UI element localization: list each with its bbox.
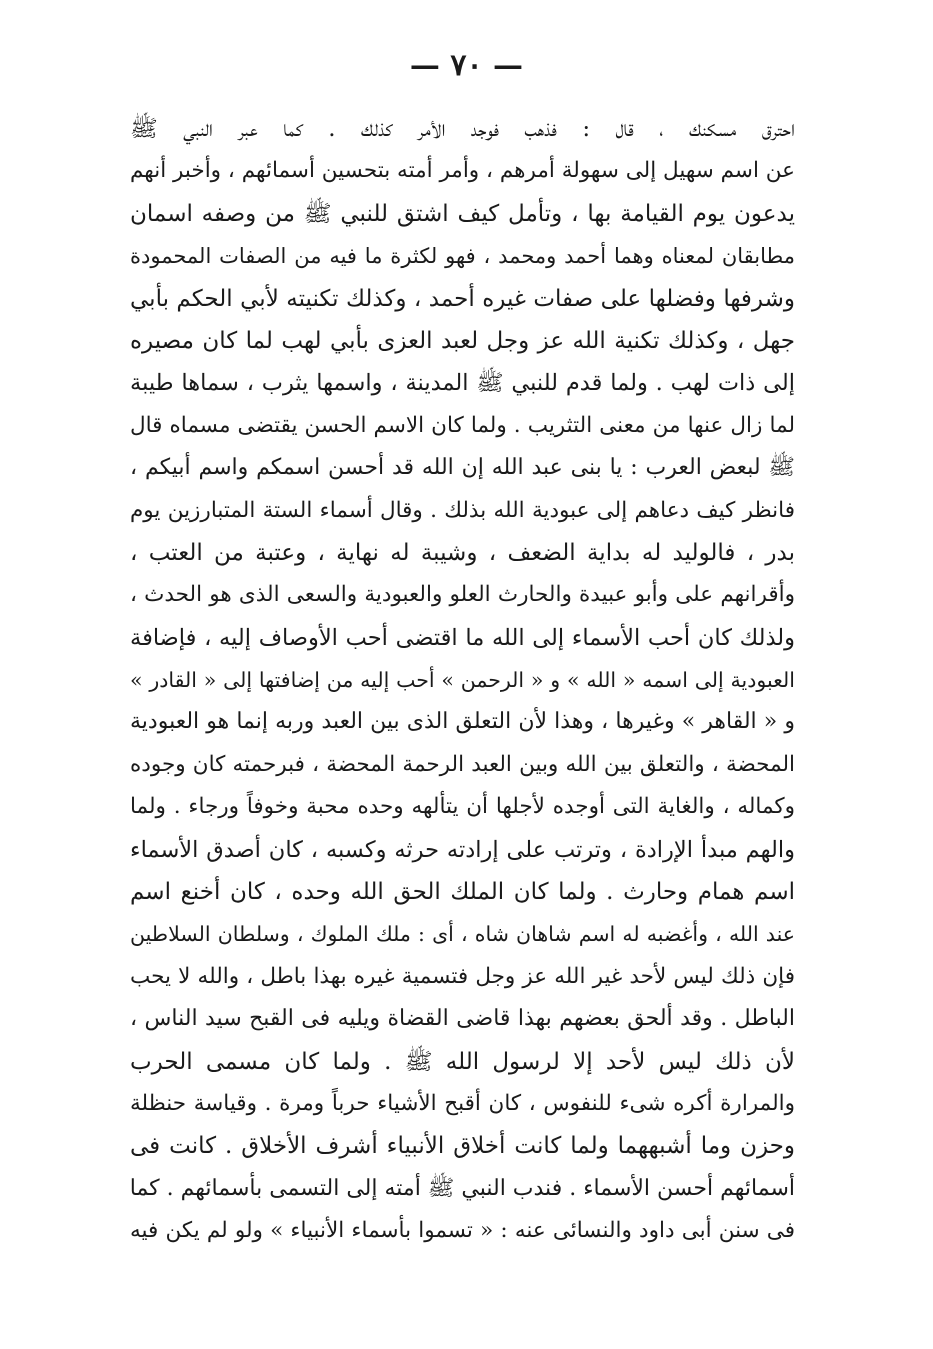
text-line: لما زال عنها من معنى التثريب . ولما كان الاسم الحسن يقتضى مسماه قال — [130, 412, 795, 438]
text-line: فى سنن أبى داود والنسائى عنه : « تسموا بأسماء الأنبياء » ولو لم يكن فيه — [130, 1218, 795, 1244]
text-line: أسمائهم أحسن الأسماء . فندب النبي ﷺ أمته إلى التسمى بأسمائهم . كما — [130, 1175, 795, 1201]
text-line: والمرارة أكره شىء للنفوس ، كان أقبح الأشياء حرباً ومرة . وقياسة حنظلة — [130, 1090, 795, 1116]
text-line: مطابقان لمعناه وهما أحمد ومحمد ، فهو لكثرة ما فيه من الصفات المحمودة — [130, 244, 795, 269]
text-line: العبودية إلى اسمه « الله » و « الرحمن » أحب إليه من إضافتها إلى « القادر » — [130, 668, 795, 693]
text-line: وحزن وما أشبههما ولما كانت أخلاق الأنبياء أشرف الأخلاق . كانت فى — [130, 1133, 795, 1160]
text-line: عن اسم سهيل إلى سهولة أمرهم ، وأمر أمته بتحسين أسمائهم ، وأخبر أنهم — [130, 158, 795, 184]
text-line: ﷺ لبعض العرب : يا بنى عبد الله إن الله قد أحسن اسمكم واسم أبيكم ، — [130, 455, 795, 481]
text-line: يدعون يوم القيامة بها ، وتأمل كيف اشتق للنبي ﷺ من وصفه اسمان — [130, 200, 795, 227]
text-line: جهل ، وكذلك تكنية الله عز وجل لعبد العزى بأبي لهب لما كان مصيره — [130, 327, 795, 354]
text-line: احترق مسكنك ، قال : فذهب فوجد الأمر كذلك . كما عبر النبي ﷺ — [130, 116, 795, 142]
text-line: اسم همام وحارث . ولما كان الملك الحق الله وحده ، كان أخنع اسم — [130, 879, 795, 906]
text-line: لأن ذلك ليس لأحد إلا لرسول الله ﷺ . ولما كان مسمى الحرب — [130, 1048, 795, 1075]
text-line: فانظر كيف دعاهم إلى عبودية الله بذلك . وقال أسماء الستة المتبارزين يوم — [130, 497, 795, 523]
text-line: فإن ذلك ليس لأحد غير الله عز وجل فتسمية غيره بهذا باطل ، والله لا يحب — [130, 963, 795, 989]
text-line: وأقرانهم على وأبو عبيدة والحارث العلو والعبودية والسعى الذى هو الحدث ، — [130, 582, 795, 608]
text-line: و « القاهر » وغيرها ، وهذا لأن التعلق الذى بين العبد وربه إنما هو العبودية — [130, 709, 795, 735]
text-line: إلى ذات لهب . ولما قدم للنبي ﷺ المدينة ، واسمها يثرب ، سماها طيبة — [130, 370, 795, 397]
page-body-text — [130, 108, 795, 1253]
text-line: ولذلك كان أحب الأسماء إلى الله ما اقتضى أحب الأوصاف إليه ، فإضافة — [130, 624, 795, 651]
text-line: الباطل . وقد ألحق بعضهم بهذا قاضى القضاة ويليه فى القبح سيد الناس ، — [130, 1006, 795, 1032]
page-number: — ٧٠ — — [409, 48, 524, 83]
text-line: وشرفها وفضلها على صفات غيره أحمد ، وكذلك تكنيته لأبي الحكم بأبي — [130, 285, 795, 312]
text-line: وكماله ، والغاية التى أوجده لأجلها أن يتألهه وحده محبة وخوفاً ورجاء . ولما — [130, 794, 795, 820]
text-line: عند الله ، وأغضبه له اسم شاهان شاه ، أى : ملك الملوك ، وسلطان السلاطين — [130, 922, 795, 947]
text-line: والهم مبدأ الإرادة ، وترتب على إرادته حرثه وكسبه ، كان أصدق الأسماء — [130, 836, 795, 863]
text-line: المحضة ، والتعلق بين الله وبين العبد الرحمة المحضة ، فبرحمته كان وجوده — [130, 751, 795, 777]
text-line: بدر ، فالوليد له بداية الضعف ، وشيبة له نهاية ، وعتبة من العتب ، — [130, 539, 795, 566]
